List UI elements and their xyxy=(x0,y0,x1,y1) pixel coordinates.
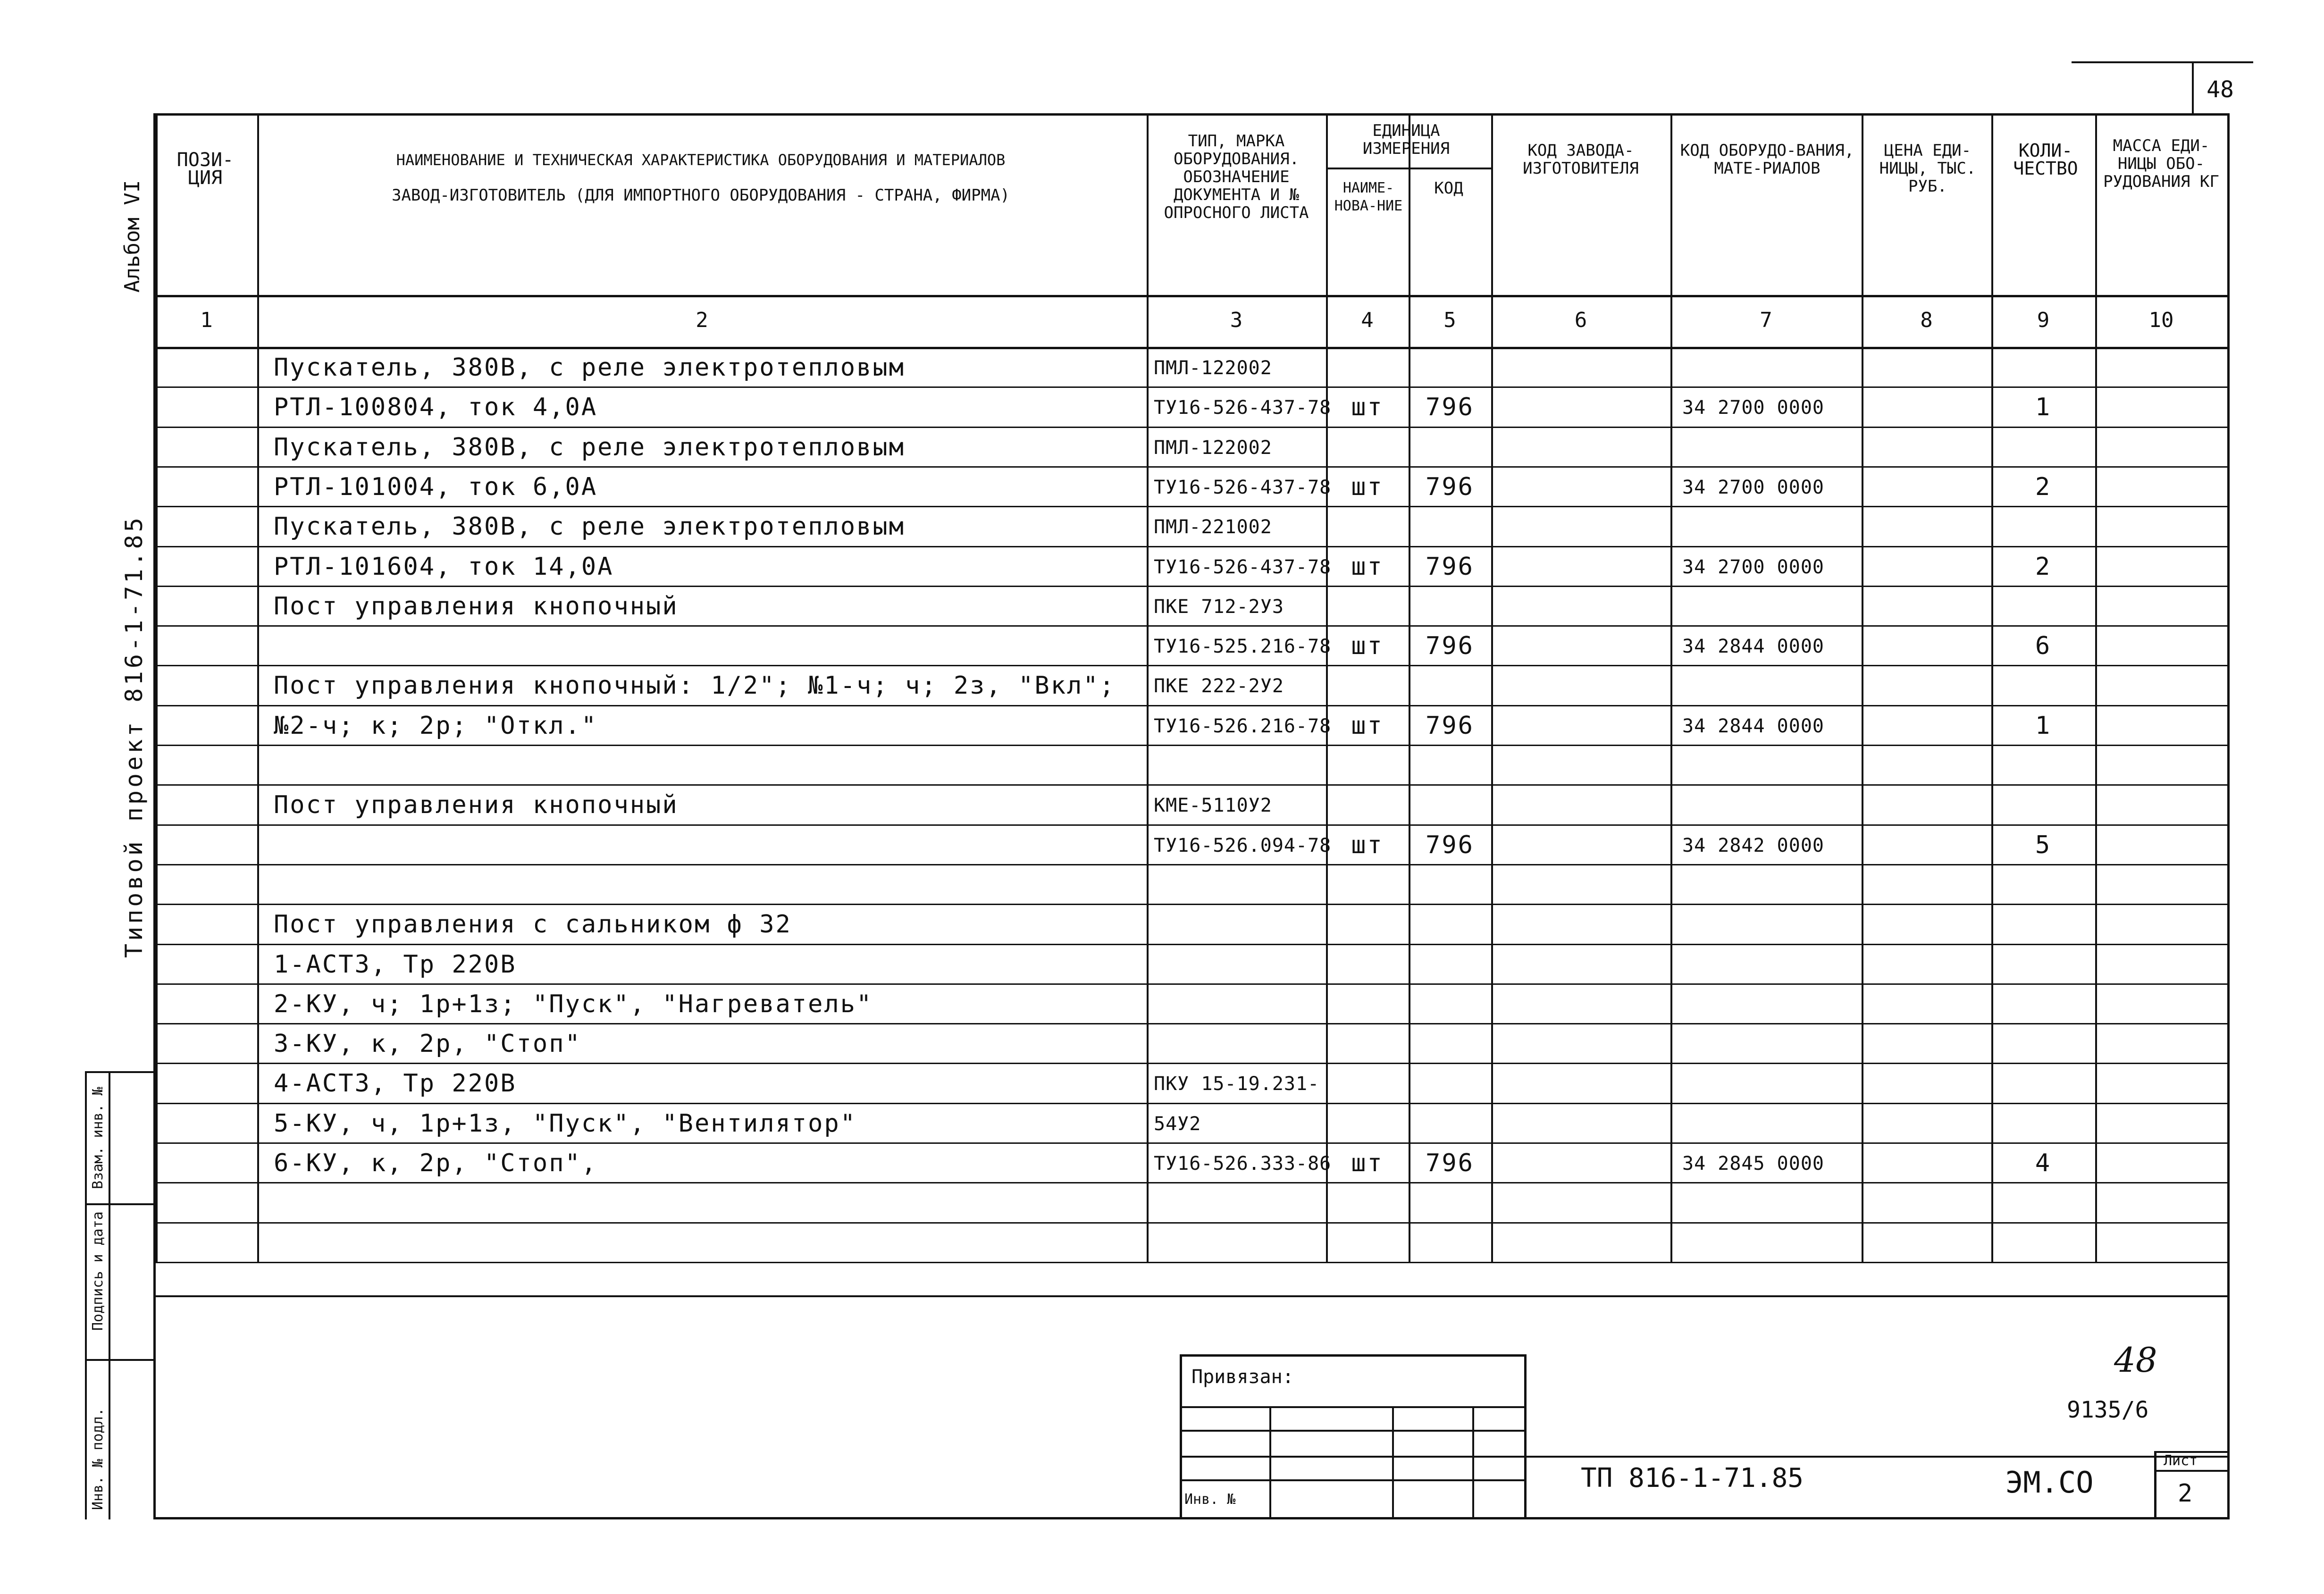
row-unit-code: 796 xyxy=(1426,393,1474,422)
stamp-row3 xyxy=(1180,1456,2230,1458)
stamp-strip-mid xyxy=(109,1071,110,1519)
page-number-top: 48 xyxy=(2207,76,2234,103)
row-name: РТЛ-100804, ток 4,0А xyxy=(274,393,598,422)
attached-label: Привязан: xyxy=(1191,1366,1294,1388)
document-code: ТП 816-1-71.85 xyxy=(1581,1463,1804,1493)
header-unit-name: НАИМЕ-НОВА-НИЕ xyxy=(1334,180,1403,214)
stamp-vline3 xyxy=(1472,1406,1474,1519)
table-row-line xyxy=(156,386,2227,388)
sheet-reference: 9135/6 xyxy=(2067,1397,2149,1423)
stamp-box-top xyxy=(1180,1354,1527,1357)
list-label: Лист xyxy=(2164,1452,2198,1469)
table-end-line xyxy=(156,1295,2227,1297)
stamp-label-sign: Подпись и дата xyxy=(90,1211,106,1331)
column-number: 2 xyxy=(696,308,708,332)
row-quantity: 2 xyxy=(2035,472,2052,501)
row-unit-code: 796 xyxy=(1426,711,1474,740)
table-row-line xyxy=(156,1182,2227,1183)
column-line xyxy=(1491,113,1493,1262)
row-name: №2-ч; к; 2р; "Откл." xyxy=(274,711,598,740)
row-unit-code: 796 xyxy=(1426,1149,1474,1177)
table-row-line xyxy=(156,944,2227,945)
column-number: 5 xyxy=(1443,308,1456,332)
numbers-bottom-line xyxy=(156,347,2227,349)
header-name-line1: НАИМЕНОВАНИЕ И ТЕХНИЧЕСКАЯ ХАРАКТЕРИСТИКА ОБОРУДОВАНИЯ И МАТЕРИАЛОВ xyxy=(396,151,1006,169)
row-unit: шт xyxy=(1351,1149,1384,1177)
row-unit: шт xyxy=(1351,393,1384,422)
table-row-line xyxy=(156,546,2227,547)
list-value: 2 xyxy=(2178,1479,2193,1508)
row-name: Пускатель, 380В, с реле электротепловым xyxy=(274,353,905,382)
top-rule xyxy=(2072,61,2204,63)
column-number: 3 xyxy=(1230,308,1243,332)
row-name: 1-АСТ3, Тр 220В xyxy=(274,950,517,979)
row-name: Пост управления кнопочный xyxy=(274,791,679,820)
row-type: ТУ16-525.216-78 xyxy=(1154,636,1332,658)
table-row-line xyxy=(156,586,2227,587)
column-line xyxy=(1991,113,1993,1262)
table-row-line xyxy=(156,1262,2227,1263)
row-quantity: 4 xyxy=(2035,1149,2052,1177)
list-box-left xyxy=(2154,1451,2156,1519)
row-type: КМЕ-5110У2 xyxy=(1154,795,1272,817)
table-row-line xyxy=(156,1103,2227,1104)
row-name: 3-КУ, к, 2р, "Стоп" xyxy=(274,1030,581,1058)
column-line xyxy=(1326,113,1328,1262)
column-line xyxy=(2095,113,2097,1262)
row-name: Пускатель, 380В, с реле электротепловым xyxy=(274,433,905,461)
document-mark: ЭМ.СО xyxy=(2005,1465,2094,1500)
column-line xyxy=(1862,113,1863,1262)
table-row-line xyxy=(156,506,2227,507)
stamp-box-left xyxy=(1180,1354,1182,1519)
column-line xyxy=(156,113,158,1262)
table-row-line xyxy=(156,625,2227,627)
row-name: 4-АСТ3, Тр 220В xyxy=(274,1069,517,1098)
row-type: ТУ16-526-437-78 xyxy=(1154,556,1332,578)
table-row-line xyxy=(156,784,2227,786)
row-type: ТУ16-526-437-78 xyxy=(1154,397,1332,419)
row-quantity: 1 xyxy=(2035,393,2052,422)
header-name-line2: ЗАВОД-ИЗГОТОВИТЕЛЬ (ДЛЯ ИМПОРТНОГО ОБОРУДОВАНИЯ - СТРАНА, ФИРМА) xyxy=(391,186,1010,205)
table-row-line xyxy=(156,745,2227,746)
row-type: ПКУ 15-19.231- xyxy=(1154,1073,1320,1095)
table-row-line xyxy=(156,1023,2227,1024)
header-bottom-line xyxy=(156,295,2227,297)
row-equipment-code: 34 2700 0000 xyxy=(1682,556,1824,578)
row-name: РТЛ-101004, ток 6,0А xyxy=(274,472,598,501)
frame-top xyxy=(153,113,2230,116)
stamp-box-right xyxy=(1524,1354,1527,1519)
sheet-number: 48 xyxy=(2114,1340,2157,1380)
row-name: Пост управления с сальником ф 32 xyxy=(274,910,792,939)
row-unit: шт xyxy=(1351,711,1384,740)
header-quantity: КОЛИ-ЧЕСТВО xyxy=(2013,140,2078,179)
row-type: ТУ16-526.094-78 xyxy=(1154,834,1332,856)
row-unit-code: 796 xyxy=(1426,831,1474,859)
stamp-strip-top xyxy=(85,1071,153,1073)
row-quantity: 5 xyxy=(2035,831,2052,859)
row-type: ПКЕ 222-2У2 xyxy=(1154,675,1284,697)
row-type: ТУ16-526.333-86 xyxy=(1154,1153,1332,1175)
header-mass: МАССА ЕДИ-НИЦЫ ОБО-РУДОВАНИЯ КГ xyxy=(2103,136,2219,191)
inv-label: Инв. № xyxy=(1184,1491,1236,1508)
row-equipment-code: 34 2845 0000 xyxy=(1682,1153,1824,1175)
stamp-strip-left xyxy=(85,1071,87,1519)
row-quantity: 1 xyxy=(2035,711,2052,740)
row-name: 2-КУ, ч; 1р+1з; "Пуск", "Нагреватель" xyxy=(274,990,873,1018)
row-unit: шт xyxy=(1351,472,1384,501)
row-equipment-code: 34 2700 0000 xyxy=(1682,397,1824,419)
stamp-vline1 xyxy=(1269,1406,1271,1519)
column-number: 10 xyxy=(2148,308,2174,332)
column-line xyxy=(1147,113,1149,1262)
row-unit: шт xyxy=(1351,632,1384,661)
project-label: Типовой проект 816-1-71.85 xyxy=(120,515,148,958)
row-type: ПМЛ-221002 xyxy=(1154,516,1272,538)
row-unit-code: 796 xyxy=(1426,472,1474,501)
row-name: Пост управления кнопочный: 1/2"; №1-ч; ч; 2з, "Вкл"; xyxy=(274,671,1116,700)
stamp-label-replace: Взам. инв. № xyxy=(90,1087,106,1189)
row-equipment-code: 34 2700 0000 xyxy=(1682,476,1824,498)
table-row-line xyxy=(156,427,2227,428)
header-equipment-code: КОД ОБОРУДО-ВАНИЯ, МАТЕ-РИАЛОВ xyxy=(1680,141,1854,178)
table-row-line xyxy=(156,824,2227,826)
row-unit-code: 796 xyxy=(1426,632,1474,661)
stamp-vline2 xyxy=(1392,1406,1394,1519)
row-quantity: 2 xyxy=(2035,552,2052,581)
header-type: ТИП, МАРКА ОБОРУДОВАНИЯ. ОБОЗНАЧЕНИЕ ДОКУМЕНТА И № ОПРОСНОГО ЛИСТА xyxy=(1164,132,1309,222)
header-unit-code: КОД xyxy=(1434,179,1463,198)
table-row-line xyxy=(156,1222,2227,1224)
column-number: 8 xyxy=(1920,308,1933,332)
row-type: ТУ16-526.216-78 xyxy=(1154,715,1332,737)
row-type: ПМЛ-122002 xyxy=(1154,357,1272,379)
table-row-line xyxy=(156,1063,2227,1064)
column-number: 7 xyxy=(1760,308,1772,332)
unit-subheader-line xyxy=(1326,168,1491,169)
row-equipment-code: 34 2842 0000 xyxy=(1682,834,1824,856)
column-line xyxy=(257,113,259,1262)
header-position: ПОЗИ-ЦИЯ xyxy=(176,149,234,189)
table-row-line xyxy=(156,983,2227,985)
page-box-top xyxy=(2192,61,2253,63)
table-row-line xyxy=(156,665,2227,666)
stamp-row4 xyxy=(1180,1479,1527,1481)
row-name: РТЛ-101604, ток 14,0А xyxy=(274,552,614,581)
album-label: Альбом VI xyxy=(120,180,144,293)
row-name: Пост управления кнопочный xyxy=(274,592,679,621)
table-row-line xyxy=(156,1142,2227,1144)
row-type: ПМЛ-122002 xyxy=(1154,436,1272,459)
column-line xyxy=(1670,113,1672,1262)
column-line xyxy=(2227,113,2229,1262)
table-row-line xyxy=(156,705,2227,706)
header-unit: ЕДИНИЦА ИЗМЕРЕНИЯ xyxy=(1362,121,1450,158)
stamp-row2 xyxy=(1180,1430,1527,1432)
row-equipment-code: 34 2844 0000 xyxy=(1682,636,1824,658)
row-name: 5-КУ, ч, 1р+1з, "Пуск", "Вентилятор" xyxy=(274,1109,857,1138)
table-row-line xyxy=(156,466,2227,468)
row-type: 54У2 xyxy=(1154,1113,1201,1135)
row-name: 6-КУ, к, 2р, "Стоп", xyxy=(274,1149,598,1177)
stamp-strip-div2 xyxy=(85,1359,153,1361)
frame-bottom xyxy=(153,1517,2230,1519)
row-unit-code: 796 xyxy=(1426,552,1474,581)
row-type: ТУ16-526-437-78 xyxy=(1154,476,1332,498)
row-type: ПКЕ 712-2У3 xyxy=(1154,596,1284,618)
column-number: 6 xyxy=(1574,308,1587,332)
column-line xyxy=(1409,113,1410,1262)
column-number: 9 xyxy=(2037,308,2050,332)
column-number: 4 xyxy=(1361,308,1374,332)
column-number: 1 xyxy=(200,308,213,332)
stamp-label-inv: Инв. № подл. xyxy=(90,1408,106,1510)
row-unit: шт xyxy=(1351,552,1384,581)
list-box-mid xyxy=(2154,1470,2230,1472)
stamp-strip-div1 xyxy=(85,1203,153,1205)
header-price: ЦЕНА ЕДИ-НИЦЫ, ТЫС. РУБ. xyxy=(1879,141,1976,196)
row-equipment-code: 34 2844 0000 xyxy=(1682,715,1824,737)
stamp-row1 xyxy=(1180,1406,1527,1408)
header-plant-code: КОД ЗАВОДА-ИЗГОТОВИТЕЛЯ xyxy=(1523,141,1639,178)
table-row-line xyxy=(156,864,2227,865)
page-box-left xyxy=(2192,61,2194,113)
row-quantity: 6 xyxy=(2035,632,2052,661)
table-row-line xyxy=(156,904,2227,905)
row-name: Пускатель, 380В, с реле электротепловым xyxy=(274,512,905,541)
row-unit: шт xyxy=(1351,831,1384,859)
